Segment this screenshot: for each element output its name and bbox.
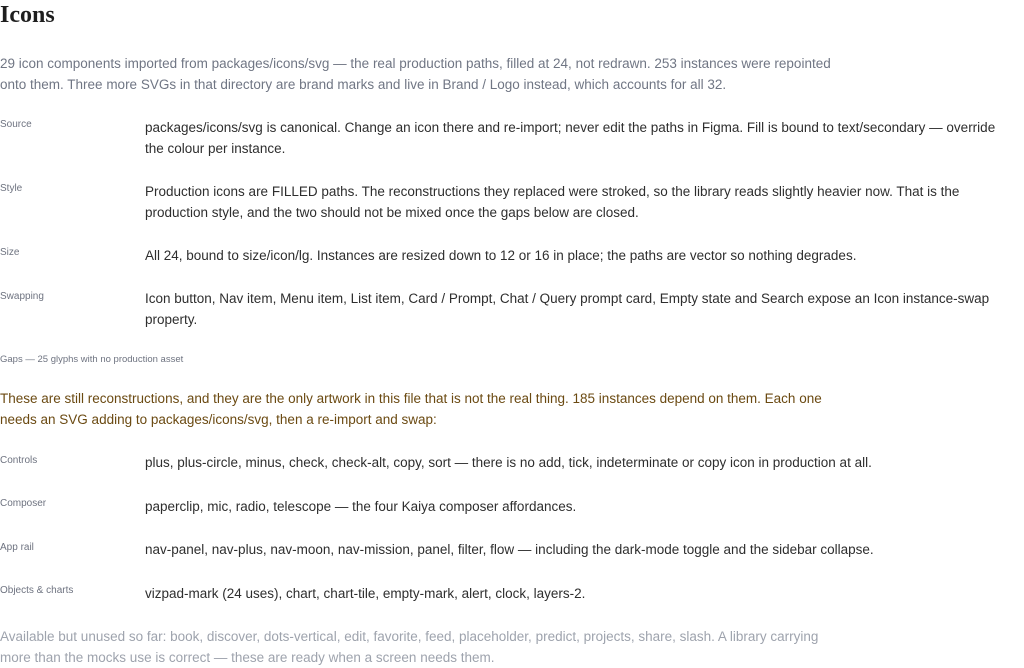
footer-line-2: more than the mocks use is correct — these are ready when a screen needs them.: [0, 650, 495, 665]
gap-label-app-rail: App rail: [0, 542, 34, 553]
footer-paragraph: [0, 626, 818, 668]
rule-value-source: [145, 117, 995, 159]
rule-label-size: Size: [0, 247, 20, 258]
gaps-intro-line-1: These are still reconstructions, and they are the only artwork in this file that is not the real thing. 185 instances depend on them. Each one: [0, 391, 822, 406]
gaps-heading: Gaps — 25 glyphs with no production asset: [0, 354, 184, 365]
rule-label-swapping: Swapping: [0, 291, 44, 302]
rule-value-style: [145, 181, 959, 223]
rule-size-line-1: All 24, bound to size/icon/lg. Instances are resized down to 12 or 16 in place; the paths are vector so nothing degrades.: [145, 248, 857, 263]
rule-source-line-1: packages/icons/svg is canonical. Change an icon there and re-import; never edit the paths in Figma. Fill is bound to text/secondary — override: [145, 120, 996, 135]
rule-swapping-line-1: Icon button, Nav item, Menu item, List item, Card / Prompt, Chat / Query prompt card, Empty state and Search expose an Icon instance-swap: [145, 291, 990, 306]
rule-source-line-2: the colour per instance.: [145, 141, 286, 156]
intro-line-2: onto them. Three more SVGs in that directory are brand marks and live in Brand / Logo instead, which accounts for all 32.: [0, 77, 727, 92]
intro-line-1: 29 icon components imported from packages/icons/svg — the real production paths, filled at 24, not redrawn. 253 instances were repointed: [0, 56, 831, 71]
gap-value-objects-charts: vizpad-mark (24 uses), chart, chart-tile, empty-mark, alert, clock, layers-2.: [145, 586, 586, 601]
gap-value-app-rail: nav-panel, nav-plus, nav-moon, nav-mission, panel, filter, flow — including the dark-mode toggle and the sidebar collapse.: [145, 542, 874, 557]
rule-swapping-line-2: property.: [145, 312, 198, 327]
gaps-intro-line-2: needs an SVG adding to packages/icons/svg, then a re-import and swap:: [0, 412, 437, 427]
rule-style-line-2: production style, and the two should not be mixed once the gaps below are closed.: [145, 205, 639, 220]
gap-value-composer: paperclip, mic, radio, telescope — the four Kaiya composer affordances.: [145, 499, 577, 514]
rule-value-swapping: [145, 288, 989, 330]
gap-value-controls: plus, plus-circle, minus, check, check-alt, copy, sort — there is no add, tick, indeterminate or copy icon in production at all.: [145, 455, 872, 470]
gap-label-objects-charts: Objects & charts: [0, 585, 74, 596]
gap-label-composer: Composer: [0, 498, 47, 509]
intro-paragraph: [0, 53, 831, 95]
rule-value-size: [145, 245, 856, 266]
page-title: Icons: [0, 2, 55, 28]
gaps-intro-paragraph: [0, 388, 822, 430]
rule-label-style: Style: [0, 183, 23, 194]
gap-label-controls: Controls: [0, 455, 38, 466]
footer-line-1: Available but unused so far: book, discover, dots-vertical, edit, favorite, feed, placeholder, predict, projects, share, slash. A library carrying: [0, 629, 819, 644]
rule-label-source: Source: [0, 119, 32, 130]
rule-style-line-1: Production icons are FILLED paths. The reconstructions they replaced were stroked, so the library reads slightly heavier now. That is the: [145, 184, 960, 199]
